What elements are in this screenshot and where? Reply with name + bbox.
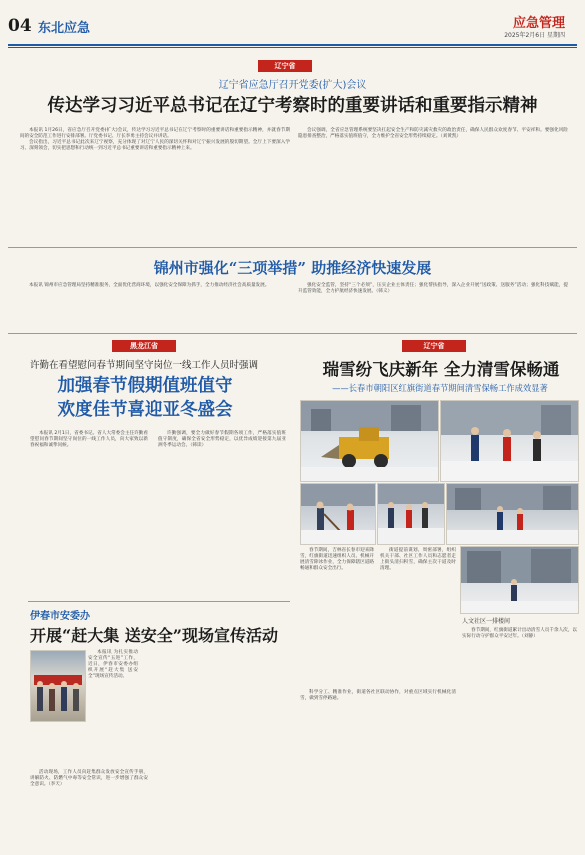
- newspaper-name: 应急管理: [512, 16, 565, 31]
- community-street-icon: [447, 484, 578, 544]
- article5-para: 街道提前谋划、周密部署，组织机关干部、社区工作人员和志愿者走上街头清扫积雪，确保主次干道及时清理。: [380, 548, 456, 572]
- photo-snow-clearing-workers: [440, 400, 579, 482]
- article3-kicker: 许勤在看望慰问春节期间坚守岗位一线工作人员时强调: [30, 360, 259, 371]
- separator: [28, 601, 290, 602]
- article1-para: 本报讯 1月26日，省应急厅召开党委(扩大)会议，传达学习习近平总书记在辽宁考察时的重要讲话和重要指示精神，并就春节期间的安全防范工作进行安排部署。厅党委书记、厅长李勇主持会议并讲话。: [20, 128, 290, 140]
- photo-community-street: [446, 483, 579, 545]
- residential-area-icon: [461, 547, 578, 613]
- article5-para: 春节期间，红旗街道累计出动清雪人员千余人次，以实际行动守护群众平安过年。（刘静）: [462, 628, 577, 640]
- article3-headline-line2: 欢度佳节喜迎亚冬盛会: [57, 400, 233, 420]
- article5-body-col3: [462, 628, 577, 640]
- province-tag-liaoning: 辽宁省: [258, 60, 312, 72]
- photo-shovel-snow: [300, 483, 376, 545]
- article1-kicker: 辽宁省应急厅召开党委(扩大)会议: [218, 80, 367, 91]
- article4-headline: 开展“赶大集 送安全”现场宣传活动: [30, 626, 278, 645]
- article4-para: 本报讯 为扎实推动安全宣传“五进”工作，近日，伊春市安委办组织开展“赶大集 送安全”现场宣传活动。: [88, 650, 138, 680]
- article4-photo: [30, 650, 86, 722]
- province-tag-heilongjiang: 黑龙江省: [112, 340, 176, 352]
- article1-body: [20, 128, 290, 152]
- article5-body-lower: [300, 690, 456, 702]
- header-rule-thin: [8, 47, 577, 48]
- header-rule: [8, 44, 577, 46]
- article1-headline: 传达学习习近平总书记在辽宁考察时的重要讲话和重要指示精神: [47, 96, 538, 116]
- article4-para: 活动现场，工作人员向赶集群众发放安全宣传手册，讲解防火、防燃气中毒等安全常识，进一步增强了群众安全意识。（李天）: [30, 770, 148, 788]
- photo-residential-area: [460, 546, 579, 614]
- photo-road-clearing: [377, 483, 445, 545]
- road-clearing-icon: [378, 484, 444, 544]
- article2-para: 强化安全监管，坚持“三个必须”，压实企业主体责任；强化帮扶指导，深入企业开展“送政策、送服务”活动；强化科技赋能，提升监管效能，全力护航经济快速发展。（韩义）: [298, 283, 568, 295]
- snow-workers-icon: [441, 401, 578, 481]
- article3-para: 本报讯 2月1日，省委书记、省人大常委会主任许勤看望慰问春节期间坚守岗位的一线工作人员，向大家致以新春祝福和诚挚问候。: [30, 431, 148, 449]
- photo-snow-loader: [300, 400, 439, 482]
- page-number: 04: [8, 16, 32, 36]
- article2-headline: 锦州市强化“三项举措” 助推经济快速发展: [153, 259, 432, 277]
- article5-para: 科学分工、精准作业，街道各社区联动协作，对重点区域实行机械化清雪，做到雪停路通。: [300, 690, 456, 702]
- shovel-snow-icon: [301, 484, 375, 544]
- article4-body: [88, 650, 138, 680]
- separator: [8, 333, 577, 334]
- issue-date: 2025年2月6日 星期四: [504, 32, 565, 39]
- section-name: 东北应急: [38, 21, 91, 36]
- article5-body-col1: [300, 548, 374, 572]
- article3-headline-line1: 加强春节假期值班值守: [57, 376, 233, 396]
- article5-para: 春节期间，吉林省长春市迎来降雪，红旗街道迅速组织人员、机械开展清雪除冰作业，全力保障辖区道路畅通和群众安全出行。: [300, 548, 374, 572]
- article4-body-bottom: [30, 770, 148, 788]
- article3-body-right: [158, 431, 286, 449]
- article5-headline: 瑞雪纷飞庆新年 全力清雪保畅通: [322, 360, 560, 379]
- article1-para: 会议指出，习近平总书记此次来辽宁视察，充分体现了对辽宁人民的深切关怀和对辽宁振兴发展的殷切期望。全厅上下要深入学习、深刻领会，切实把思想和行动统一到习近平总书记重要讲话和重要指示精神上来。: [20, 140, 290, 152]
- article3-para: 许勤强调，要全力做好春节假期各项工作，严格落实值班值守制度，确保全省安全形势稳定，以优异成绩迎接第九届亚洲冬季运动会。（韩读）: [158, 431, 286, 449]
- article1-para: 会议强调，全省应急管理系统要坚决扛起安全生产和防灾减灾救灾的政治责任，确保人民群众欢度春节、平安祥和。要强化风险隐患排查整治，严格落实值班值守，全力维护全省安全形势持续稳定。（刘黄凯）: [298, 128, 568, 140]
- photo-caption: 人文社区一排楼间: [462, 618, 511, 625]
- separator: [8, 247, 577, 248]
- article2-body-right: [298, 283, 568, 295]
- article2-para: 本报讯 锦州市应急管理局坚持精准服务，全面优化营商环境，以强化安全保障为抓手，全力推动经济社会高质量发展。: [29, 283, 270, 288]
- article4-sub-kicker: 伊春市安委办: [30, 611, 90, 622]
- article5-body-col2: [380, 548, 456, 572]
- article1-body-right: [298, 128, 568, 140]
- article3-body: [30, 431, 148, 449]
- snow-loader-icon: [301, 401, 438, 481]
- fair-scene-icon: [31, 651, 85, 721]
- article2-body: [20, 283, 290, 289]
- article5-subheadline: ——长春市朝阳区红旗街道春节期间清雪保畅工作成效显著: [332, 383, 548, 393]
- province-tag-liaoning-2: 辽宁省: [402, 340, 466, 352]
